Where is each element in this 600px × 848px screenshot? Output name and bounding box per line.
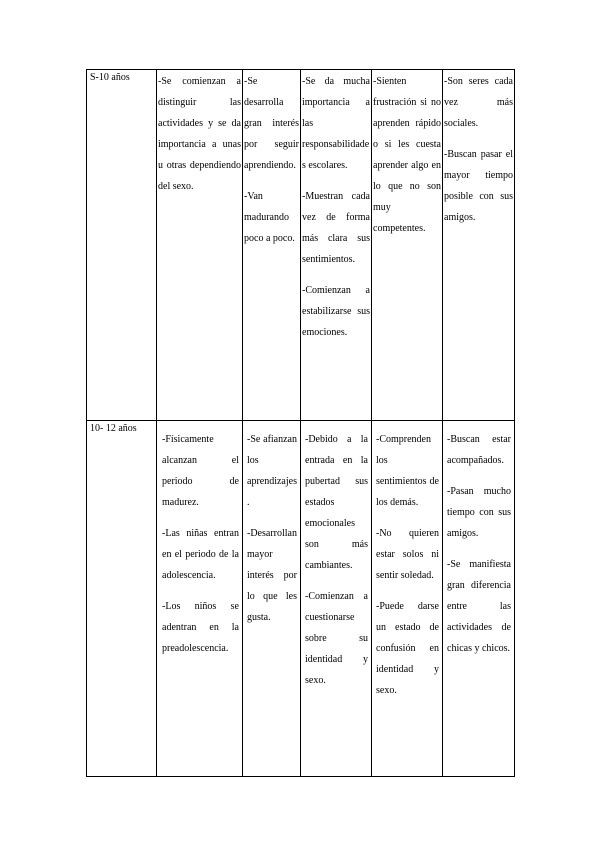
table-cell bbox=[301, 70, 372, 421]
table-cell bbox=[372, 70, 443, 421]
cell-paragraph: -Las niñas entran en el periodo de la adolescencia. bbox=[162, 528, 239, 581]
table-cell bbox=[243, 421, 301, 777]
table-cell bbox=[443, 421, 515, 777]
table-cell bbox=[372, 421, 443, 777]
cell-paragraph: -Son seres cada vez más sociales. bbox=[444, 76, 513, 129]
cell-paragraph: -Comienzan a cuestionarse sobre su identidad y sexo. bbox=[305, 591, 368, 686]
cell-paragraph: -Pasan mucho tiempo con sus amigos. bbox=[447, 486, 511, 539]
cell-paragraph: -Muestran cada vez de forma más clara sus sentimientos. bbox=[302, 191, 370, 265]
cell-paragraph: -Se comienzan a distinguir las actividades y se da importancia a unas u otras dependiendo del sexo. bbox=[158, 76, 241, 192]
cell-paragraph: -Físicamente alcanzan el periodo de madurez. bbox=[162, 434, 239, 508]
cell-paragraph: -Los niños se adentran en la preadolescencia. bbox=[162, 601, 239, 654]
cell-paragraph: -Puede darse un estado de confusión en identidad y sexo. bbox=[376, 601, 439, 696]
table-cell bbox=[157, 70, 243, 421]
cell-paragraph: -Sienten frustración si no aprenden rápido o si les cuesta aprender algo en lo que no son muy competentes. bbox=[373, 76, 441, 234]
table-cell bbox=[443, 70, 515, 421]
development-table bbox=[86, 69, 515, 777]
cell-paragraph: -No quieren estar solos ni sentir soledad. bbox=[376, 528, 439, 581]
cell-paragraph: -Se da mucha importancia a las responsabilidades escolares. bbox=[302, 76, 370, 171]
cell-paragraph: -Se desarrolla gran interés por seguir aprendiendo. bbox=[244, 76, 299, 171]
age-cell: 10- 12 años bbox=[87, 421, 157, 777]
cell-paragraph: -Comienzan a estabilizarse sus emociones. bbox=[302, 285, 370, 338]
cell-paragraph: -Comprenden los sentimientos de los demás. bbox=[376, 434, 439, 508]
cell-paragraph: -Desarrollan mayor interés por lo que les gusta. bbox=[247, 528, 297, 623]
table-cell bbox=[157, 421, 243, 777]
cell-paragraph: -Debido a la entrada en la pubertad sus estados emocionales son más cambiantes. bbox=[305, 434, 368, 571]
cell-paragraph: -Van madurando poco a poco. bbox=[244, 191, 295, 244]
table-cell bbox=[301, 421, 372, 777]
cell-paragraph: -Se afianzan los aprendizajes. bbox=[247, 434, 297, 508]
table-row bbox=[87, 70, 515, 421]
cell-paragraph: -Buscan pasar el mayor tiempo posible con sus amigos. bbox=[444, 149, 513, 223]
cell-paragraph: -Buscan estar acompañados. bbox=[447, 434, 511, 466]
cell-paragraph: -Se manifiesta gran diferencia entre las actividades de chicas y chicos. bbox=[447, 559, 511, 654]
age-cell: S-10 años bbox=[87, 70, 157, 421]
table-row bbox=[87, 421, 515, 777]
table-cell bbox=[243, 70, 301, 421]
